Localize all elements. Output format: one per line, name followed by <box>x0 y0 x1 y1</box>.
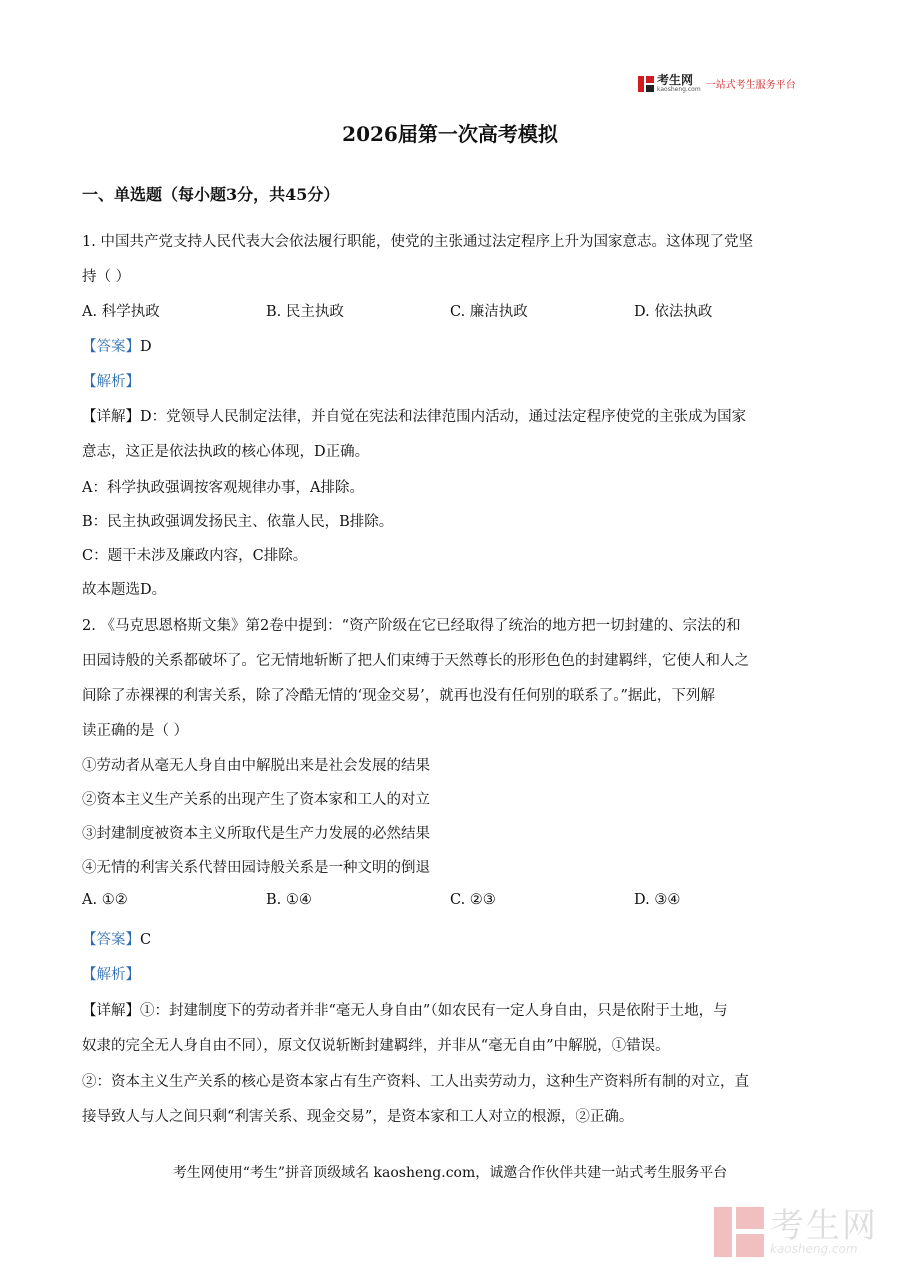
q1-stem-line-1: 1. 中国共产党支持人民代表大会依法履行职能，使党的主张通过法定程序上升为国家意志。这体现了党坚 <box>82 234 753 250</box>
q2-detail-line-1: 【详解】①：封建制度下的劳动者并非“毫无人身自由”（如农民有一定人身自由，只是依附于土地，与 <box>82 1003 728 1019</box>
q2-answer <box>82 928 151 949</box>
q2-option-b: B. ①④ <box>266 892 312 908</box>
section-title: 一、单选题（每小题3分，共45分） <box>82 185 340 204</box>
q1-answer <box>82 335 152 356</box>
q1-detail-line-2: 意志，这正是依法执政的核心体现，D正确。 <box>82 444 370 460</box>
q2-option-d: D. ③④ <box>634 892 681 908</box>
q1-analysis-label: 【解析】 <box>82 374 140 390</box>
q2-item-2: ②资本主义生产关系的出现产生了资本家和工人的对立 <box>82 792 430 808</box>
q1-detail-c: C：题干未涉及廉政内容，C排除。 <box>82 548 308 564</box>
q2-option-a: A. ①② <box>82 892 128 908</box>
q1-detail-b: B：民主执政强调发扬民主、依靠人民，B排除。 <box>82 514 394 530</box>
page-footer: 考生网使用“考生”拼音顶级域名 kaosheng.com，诚邀合作伙伴共建一站式考生服务平台 <box>172 1165 728 1181</box>
q2-analysis-label: 【解析】 <box>82 967 140 983</box>
q2-answer-label: 【答案】 <box>82 932 140 948</box>
watermark-logo-icon <box>714 1207 764 1257</box>
q2-stem-line-4: 读正确的是（ ） <box>82 723 189 739</box>
watermark <box>714 1207 878 1257</box>
q1-detail-a: A：科学执政强调按客观规律办事，A排除。 <box>82 480 364 496</box>
q1-option-d: D. 依法执政 <box>634 304 713 320</box>
q1-option-b: B. 民主执政 <box>266 304 344 320</box>
kaosheng-logo-icon <box>638 76 654 92</box>
q1-answer-value: D <box>140 339 152 355</box>
q1-conclusion: 故本题选D。 <box>82 582 167 598</box>
q1-stem-line-2: 持（ ） <box>82 269 131 285</box>
q1-detail-line-1: 【详解】D：党领导人民制定法律，并自觉在宪法和法律范围内活动，通过法定程序使党的主张成为国家 <box>82 409 747 425</box>
logo-domain: kaosheng.com <box>657 86 701 93</box>
logo-slogan: 一站式考生服务平台 <box>705 80 796 91</box>
q2-option-c: C. ②③ <box>450 892 496 908</box>
logo-name: 考生网 <box>657 73 694 87</box>
q1-option-a: A. 科学执政 <box>82 304 160 320</box>
q2-answer-value: C <box>140 932 152 948</box>
q2-detail-line-2: 奴隶的完全无人身自由不同），原文仅说斩断封建羁绊，并非从“毫无自由”中解脱，①错误。 <box>82 1038 670 1054</box>
q2-stem-line-1: 2. 《马克思恩格斯文集》第2卷中提到：“资产阶级在它已经取得了统治的地方把一切封建的、宗法的和 <box>82 618 741 634</box>
page-title: 2026届第一次高考模拟 <box>342 122 558 146</box>
q2-detail-line-3: ②：资本主义生产关系的核心是资本家占有生产资料、工人出卖劳动力，这种生产资料所有制的对立，直 <box>82 1074 749 1090</box>
q2-item-3: ③封建制度被资本主义所取代是生产力发展的必然结果 <box>82 826 430 842</box>
q2-detail-line-4: 接导致人与人之间只剩“利害关系、现金交易”，是资本家和工人对立的根源，②正确。 <box>82 1109 634 1125</box>
q2-stem-line-3: 间除了赤裸裸的利害关系，除了冷酷无情的‘现金交易’，就再也没有任何别的联系了。”据此，下列解 <box>82 688 715 704</box>
watermark-domain: kaosheng.com <box>770 1242 858 1256</box>
q2-item-4: ④无情的利害关系代替田园诗般关系是一种文明的倒退 <box>82 860 430 876</box>
watermark-name: 考生网 <box>770 1206 878 1246</box>
q1-option-c: C. 廉洁执政 <box>450 304 528 320</box>
q2-item-1: ①劳动者从毫无人身自由中解脱出来是社会发展的结果 <box>82 758 430 774</box>
q1-answer-label: 【答案】 <box>82 339 140 355</box>
header-logo[interactable] <box>638 74 796 93</box>
q2-stem-line-2: 田园诗般的关系都破坏了。它无情地斩断了把人们束缚于天然尊长的形形色色的封建羁绊，它使人和人之 <box>82 653 749 669</box>
